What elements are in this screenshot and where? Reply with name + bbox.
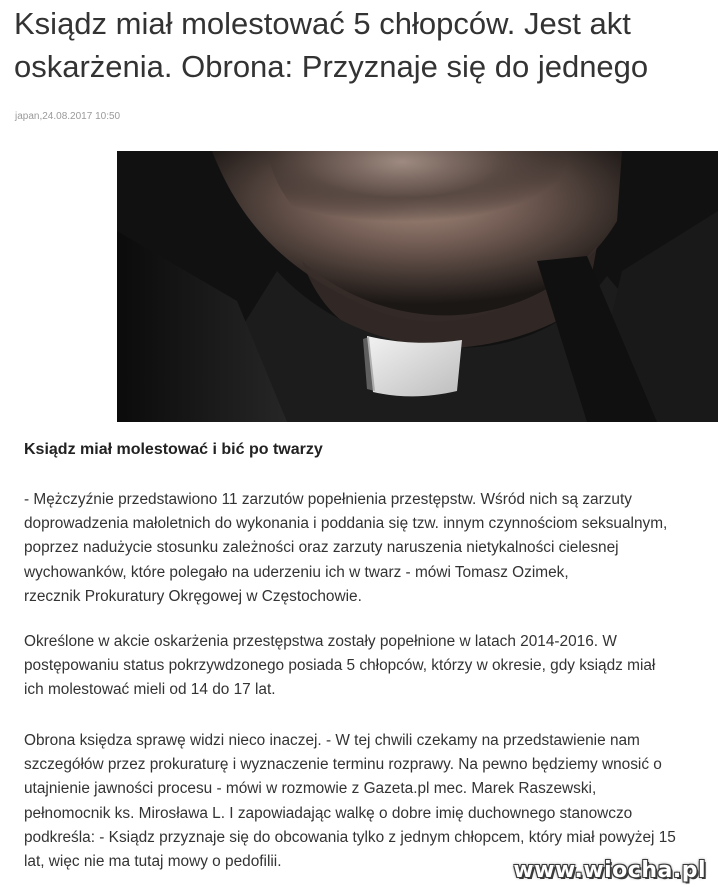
article-paragraph [24, 729, 704, 874]
paragraph-line: Obrona księdza sprawę widzi nieco inaczej. - W tej chwili czekamy na przedstawienie nam [24, 732, 640, 749]
paragraph-line: podkreśla: - Ksiądz przyznaje się do obcowania tylko z jednym chłopcem, który miał powyżej 15 [24, 828, 676, 846]
paragraph-line: pełnomocnik ks. Mirosława L. I zapowiadając walkę o dobre imię duchownego stanowczo [24, 804, 633, 822]
paragraph-line: poprzez nadużycie stosunku zależności oraz zarzuty naruszenia nietykalności cielesnej [24, 539, 619, 557]
paragraph-line: postępowaniu status pokrzywdzonego posiada 5 chłopców, którzy w okresie, gdy ksiądz miał [24, 657, 656, 675]
article-photo [117, 151, 718, 422]
paragraph-line: lat, więc nie ma tutaj mowy o pedofilii. [24, 853, 282, 871]
paragraph-line: rzecznik Prokuratury Okręgowej w Częstochowie. [24, 587, 362, 605]
paragraph-line: utajnienie jawności procesu - mówi w rozmowie z Gazeta.pl mec. Marek Raszewski, [24, 780, 597, 798]
article-title: Ksiądz miał molestować 5 chłopców. Jest akt oskarżenia. Obrona: Przyznaje się do jednego [14, 6, 649, 84]
article-paragraph [24, 630, 704, 703]
paragraph-line: - Mężczyźnie przedstawiono 11 zarzutów popełnienia przestępstw. Wśród nich są zarzuty [24, 491, 632, 508]
article-subheading: Ksiądz miał molestować i bić po twarzy [24, 441, 323, 458]
article-meta: japan,24.08.2017 10:50 [15, 111, 121, 122]
paragraph-line: wychowanków, które polegało na uderzeniu ich w twarz - mówi Tomasz Ozimek, [24, 563, 569, 581]
site-watermark: www.wiocha.pl [513, 858, 706, 883]
paragraph-line: szczegółów przez prokuraturę i wyznaczenie terminu rozprawy. Na pewno będziemy wnosić o [24, 756, 662, 774]
paragraph-line: doprowadzenia małoletnich do wykonania i poddania się tzw. innym czynnościom seksualnym, [24, 515, 668, 533]
article-paragraph [24, 488, 704, 609]
paragraph-line: ich molestować mieli od 14 do 17 lat. [24, 681, 276, 699]
paragraph-line: Określone w akcie oskarżenia przestępstwa zostały popełnione w latach 2014-2016. W [24, 633, 617, 650]
